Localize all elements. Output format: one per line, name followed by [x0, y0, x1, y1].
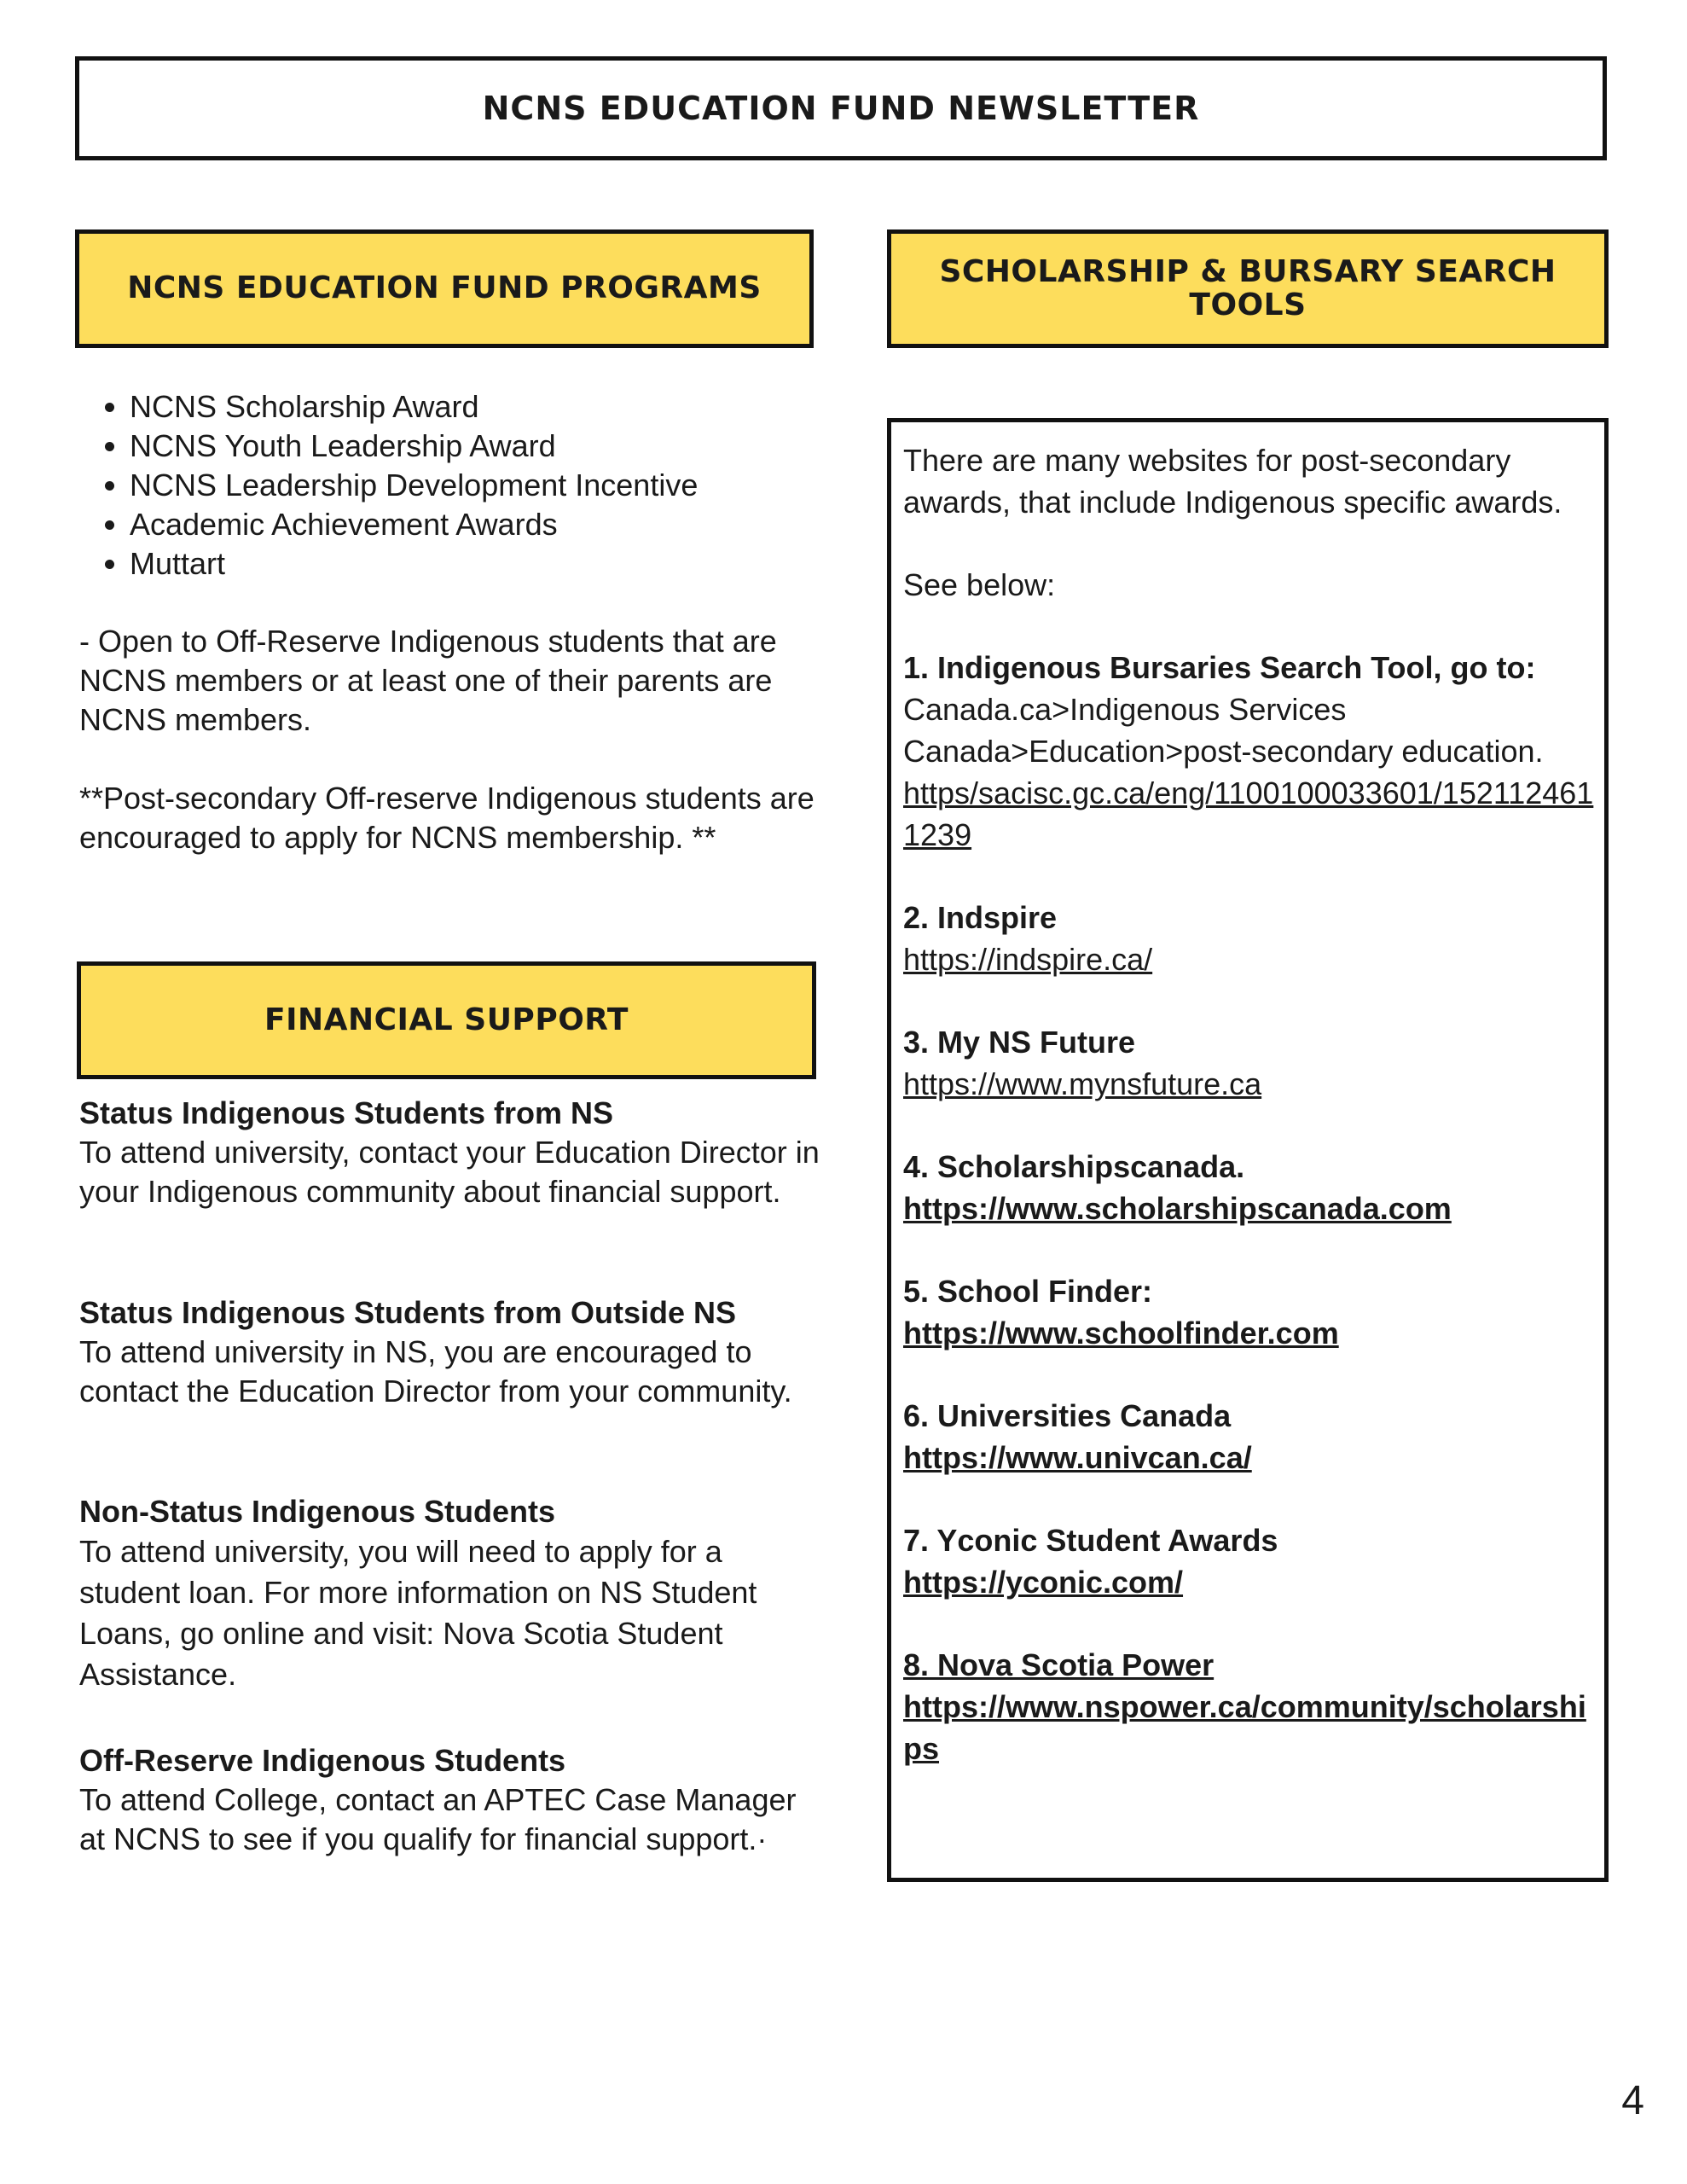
section-body: To attend College, contact an APTEC Case Manager at NCNS to see if you qualify for financial support.· [79, 1782, 797, 1856]
section-title: Non-Status Indigenous Students [79, 1494, 555, 1529]
list-item: • NCNS Youth Leadership Award [130, 427, 698, 466]
section-title: Status Indigenous Students from Outside NS [79, 1295, 737, 1330]
tool-entry [903, 647, 1596, 856]
financial-support-header-box [77, 961, 816, 1079]
financial-support-header: FINANCIAL SUPPORT [264, 1002, 629, 1037]
programs-eligibility: - Open to Off-Reserve Indigenous students that are NCNS members or at least one of their parents are NCNS members. [79, 624, 777, 737]
tool-entry [903, 1021, 1596, 1105]
tool-entry [903, 1270, 1596, 1354]
search-intro: There are many websites for post-secondary awards, that include Indigenous specific awards. [903, 443, 1562, 520]
financial-section [79, 1741, 821, 1859]
list-item: • NCNS Scholarship Award [130, 387, 698, 427]
tool-link[interactable]: https://www.univcan.ca/ [903, 1440, 1252, 1475]
section-body: To attend university in NS, you are encouraged to contact the Education Director from your community. [79, 1334, 792, 1409]
tool-entry [903, 1146, 1596, 1229]
tool-title: 4. Scholarshipscanada. [903, 1149, 1245, 1184]
financial-section [79, 1492, 821, 1695]
tool-title: 7. Yconic Student Awards [903, 1523, 1278, 1558]
section-title: Status Indigenous Students from NS [79, 1095, 614, 1130]
tool-title: 1. Indigenous Bursaries Search Tool, go to: [903, 650, 1536, 685]
tool-entry [903, 1395, 1596, 1478]
section-title: Off-Reserve Indigenous Students [79, 1743, 566, 1778]
tool-link[interactable]: https/sacisc.gc.ca/eng/1100100033601/1521124611239 [903, 775, 1594, 852]
newsletter-title-box [75, 56, 1607, 160]
financial-section [79, 1293, 821, 1411]
list-item: • NCNS Leadership Development Incentive [130, 466, 698, 505]
page-number: 4 [1621, 2078, 1644, 2123]
tool-entry [903, 1519, 1596, 1603]
tool-title: 3. My NS Future [903, 1025, 1136, 1060]
programs-header-box [75, 229, 814, 348]
search-see-below: See below: [903, 567, 1056, 602]
search-tools-box [887, 418, 1609, 1882]
list-item: • Muttart [130, 544, 698, 584]
programs-note: **Post-secondary Off-reserve Indigenous students are encouraged to apply for NCNS membership. ** [79, 781, 815, 855]
list-item: • Academic Achievement Awards [130, 505, 698, 544]
tool-link[interactable]: https://www.scholarshipscanada.com [903, 1191, 1452, 1226]
tool-title: 6. Universities Canada [903, 1398, 1232, 1433]
newsletter-title: NCNS EDUCATION FUND NEWSLETTER [482, 90, 1200, 127]
search-tools-header-box [887, 229, 1609, 348]
tool-entry [903, 897, 1596, 980]
tool-description: Canada.ca>Indigenous Services Canada>Education>post-secondary education. [903, 692, 1544, 769]
tool-link[interactable]: https://www.nspower.ca/community/scholarships [903, 1689, 1586, 1766]
tool-title: 8. Nova Scotia Power [903, 1647, 1215, 1682]
search-tools-header: SCHOLARSHIP & BURSARY SEARCH TOOLS [939, 253, 1557, 322]
tool-link[interactable]: https://yconic.com/ [903, 1565, 1184, 1600]
tool-link[interactable]: https://www.schoolfinder.com [903, 1316, 1339, 1350]
programs-header: NCNS EDUCATION FUND PROGRAMS [127, 270, 762, 306]
section-body: To attend university, you will need to apply for a student loan. For more information on NS Student Loans, go online and visit: Nova Scotia Student Assistance. [79, 1534, 757, 1692]
tool-link[interactable]: https://indspire.ca/ [903, 942, 1153, 977]
tool-link[interactable]: https://www.mynsfuture.ca [903, 1066, 1262, 1101]
financial-section [79, 1094, 821, 1211]
tool-title: 2. Indspire [903, 900, 1058, 935]
tool-title: 5. School Finder: [903, 1274, 1153, 1309]
section-body: To attend university, contact your Education Director in your Indigenous community about financial support. [79, 1135, 820, 1209]
tool-entry [903, 1644, 1596, 1769]
programs-list [85, 387, 698, 584]
